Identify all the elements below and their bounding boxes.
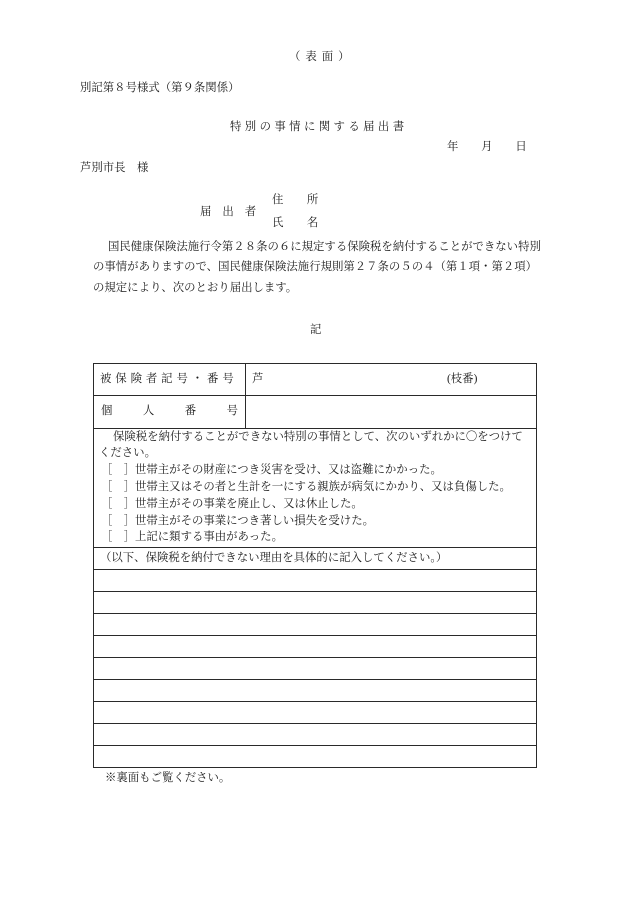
reason-text: 世帯主がその事業につき著しい損失を受けた。 bbox=[135, 515, 374, 527]
form-number: 別記第８号様式（第９条関係） bbox=[80, 82, 240, 94]
checkbox-bracket: ［ ］ bbox=[101, 515, 136, 527]
writing-line bbox=[94, 701, 536, 702]
reason-item bbox=[101, 462, 442, 478]
reasons-intro-line: 保険税を納付することができない特別の事情として、次のいずれかに〇をつけて bbox=[113, 431, 523, 443]
checkbox-bracket: ［ ］ bbox=[101, 481, 136, 493]
ki-heading: 記 bbox=[310, 324, 322, 336]
checkbox-bracket: ［ ］ bbox=[101, 464, 136, 476]
applicant-label: 届出者 bbox=[200, 206, 268, 218]
reason-item bbox=[101, 496, 363, 512]
details-instruction: （以下、保険税を納付できない理由を具体的に記入してください。） bbox=[100, 552, 448, 564]
addressee: 芦別市長 様 bbox=[80, 162, 149, 174]
reason-text: 世帯主がその財産につき災害を受け、又は盗難にかかった。 bbox=[135, 464, 442, 476]
reason-text: 上記に類する事由があった。 bbox=[135, 531, 283, 543]
address-label: 住所 bbox=[272, 194, 342, 206]
reason-item bbox=[101, 479, 511, 495]
footer-note: ※裏面もご覧ください。 bbox=[105, 772, 231, 784]
writing-line bbox=[94, 679, 536, 680]
insured-number-label: 被保険者記号・番号 bbox=[100, 373, 238, 385]
row-divider bbox=[94, 395, 536, 396]
reason-text: 世帯主又はその者と生計を一にする親族が病気にかかり、又は負傷した。 bbox=[135, 481, 511, 493]
reasons-intro-line: ください。 bbox=[99, 447, 156, 459]
name-label: 氏名 bbox=[272, 217, 342, 229]
branch-number-label: (枝番) bbox=[447, 373, 478, 385]
body-line: の規定により、次のとおり届出します。 bbox=[93, 282, 298, 294]
checkbox-bracket: ［ ］ bbox=[101, 498, 136, 510]
declaration-table bbox=[93, 363, 537, 768]
personal-number-label: 個人番号 bbox=[101, 405, 269, 417]
date-line: 年 月 日 bbox=[447, 141, 527, 153]
writing-line bbox=[94, 745, 536, 746]
reason-item bbox=[101, 513, 374, 529]
side-label: （表面） bbox=[289, 51, 355, 63]
writing-line bbox=[94, 657, 536, 658]
writing-line bbox=[94, 613, 536, 614]
body-line: 国民健康保険法施行令第２８条の６に規定する保険税を納付することができない特別 bbox=[108, 241, 541, 253]
document-title: 特別の事情に関する届出書 bbox=[230, 121, 408, 133]
writing-line bbox=[94, 569, 536, 570]
insured-prefix: 芦 bbox=[252, 373, 264, 385]
row-divider bbox=[94, 547, 536, 548]
writing-line bbox=[94, 723, 536, 724]
writing-line bbox=[94, 635, 536, 636]
body-line: の事情がありますので、国民健康保険法施行規則第２７条の５の４（第１項・第２項） bbox=[93, 261, 538, 273]
reason-text: 世帯主がその事業を廃止し、又は休止した。 bbox=[135, 498, 363, 510]
reason-item bbox=[101, 529, 283, 545]
checkbox-bracket: ［ ］ bbox=[101, 531, 136, 543]
writing-line bbox=[94, 591, 536, 592]
